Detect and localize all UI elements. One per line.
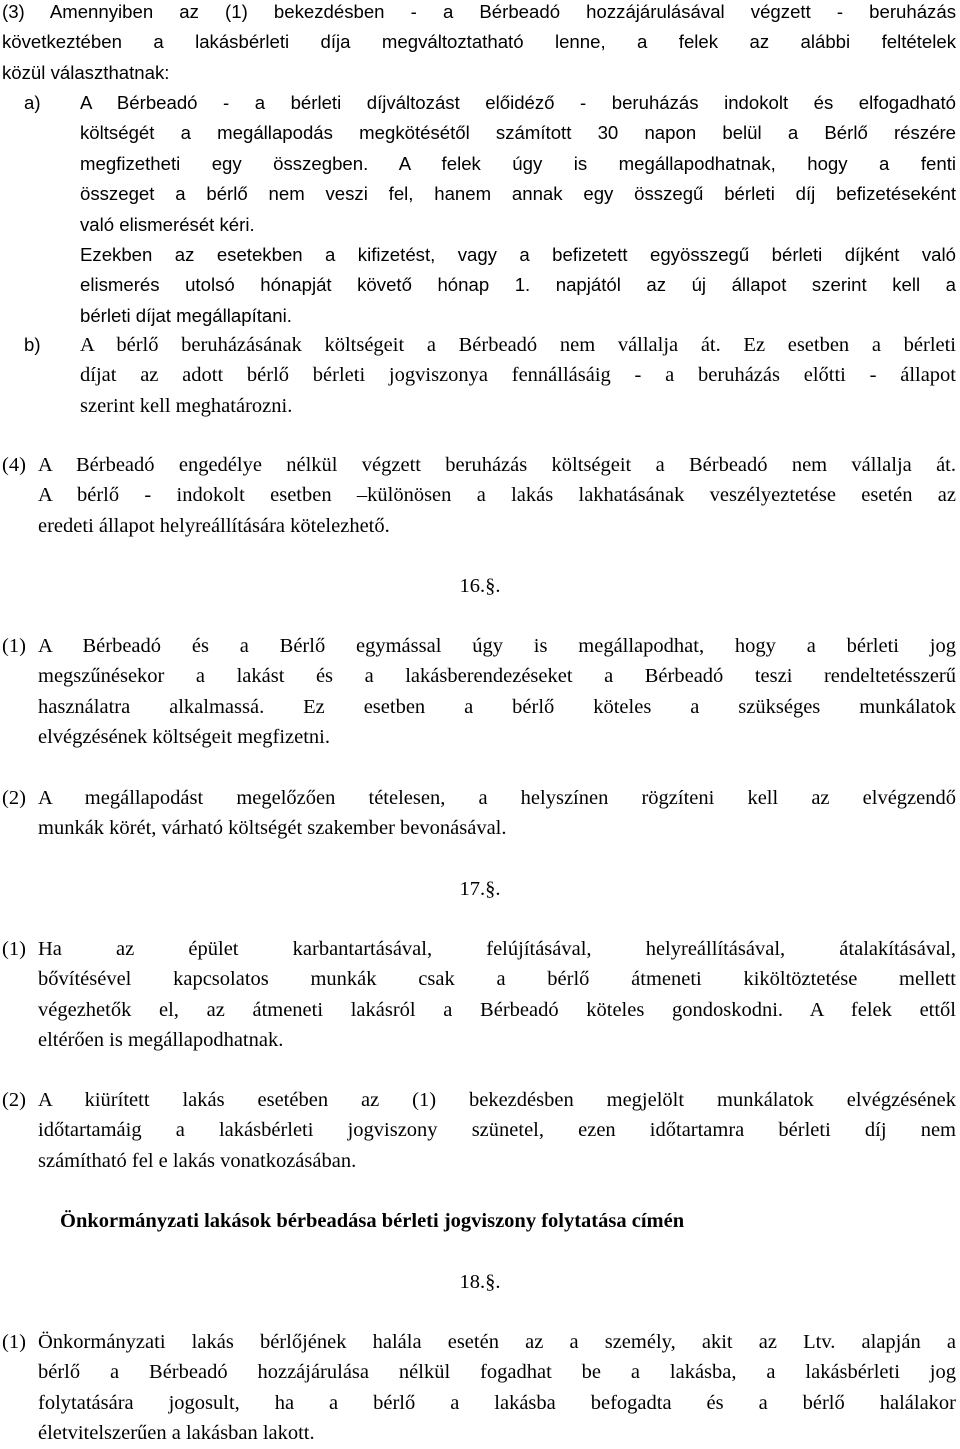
text-line: eredeti állapot helyreállítására kötelezhető.	[38, 514, 390, 537]
item-b-label: b)	[24, 334, 41, 355]
text-line: munkák körét, várható költségét szakember bevonásával.	[38, 817, 507, 840]
text-line: időtartamáig a lakásbérleti jogviszony szünetel, ezen időtartamra bérleti díj nem	[38, 1119, 956, 1142]
text-line: A megállapodást megelőzően tételesen, a helyszínen rögzíteni kell az elvégzendő	[38, 787, 956, 809]
text-line: A Bérbeadó - a bérleti díjváltozást előidéző - beruházás indokolt és elfogadható	[80, 92, 956, 113]
item-a-label: a)	[24, 92, 41, 113]
section-16-p2-text	[38, 783, 956, 844]
text-line: díjat az adott bérlő bérleti jogviszonya fennállásáig - a beruházás előtti - állapot	[80, 364, 956, 387]
text-line: folytatására jogosult, ha a bérlő a lakásba befogadta és a bérlő halálakor	[38, 1391, 956, 1414]
section-18-p1-label: (1)	[2, 1331, 26, 1353]
text-line: A bérlő - indokolt esetben –különösen a lakás lakhatásának veszélyeztetése esetén az	[38, 484, 956, 507]
section-16-p1-text	[38, 631, 956, 753]
text-line: végezhetők el, az átmeneti lakásról a Bérbeadó köteles gondoskodni. A felek ettől	[38, 998, 956, 1021]
section-17-p1-label: (1)	[2, 938, 26, 960]
text-line: összeget a bérlő nem veszi fel, hanem annak egy összegű bérleti díj befizetéseként	[80, 183, 956, 205]
section-subtitle: Önkormányzati lakások bérbeadása bérleti jogviszony folytatása címén	[60, 1210, 685, 1232]
text-line: számítható fel e lakás vonatkozásában.	[38, 1149, 357, 1172]
text-line: bérlő a Bérbeadó hozzájárulása nélkül fogadhat be a lakásba, a lakásbérleti jog	[38, 1361, 956, 1384]
text-line: eltérően is megállapodhatnak.	[38, 1029, 284, 1052]
section-17-p2-text	[38, 1085, 956, 1176]
section-16-p2-label: (2)	[2, 787, 26, 809]
text-line: közül választhatnak:	[2, 61, 170, 83]
section-17-p2-label: (2)	[2, 1089, 26, 1111]
paragraph-4-text	[2, 450, 956, 541]
text-line: szerint kell meghatározni.	[80, 394, 293, 417]
item-b-text	[80, 330, 956, 421]
text-line: A Bérbeadó és a Bérlő egymással úgy is megállapodhat, hogy a bérleti jog	[38, 635, 956, 657]
text-line: következtében a lakásbérleti díja megváltoztatható lenne, a felek az alábbi feltételek	[2, 31, 956, 53]
section-18-p1-text	[38, 1327, 956, 1449]
paragraph-3-intro	[2, 0, 956, 88]
paragraph-4-label: (4)	[2, 454, 26, 476]
text-line: való elismerését kéri.	[80, 213, 255, 235]
text-line: megszűnésekor a lakást és a lakásberendezéseket a Bérbeadó teszi rendeltetésszerű	[38, 665, 956, 688]
text-line: Ha az épület karbantartásával, felújításával, helyreállításával, átalakításával,	[38, 938, 956, 960]
text-line: elvégzésének költségeit megfizetni.	[38, 726, 331, 749]
text-line: életvitelszerűen a lakásban lakott.	[38, 1422, 315, 1445]
text-line: Önkormányzati lakás bérlőjének halála esetén az a személy, akit az Ltv. alapján a	[38, 1331, 956, 1353]
section-18-heading: 18.§.	[459, 1271, 501, 1293]
text-line: bérleti díjat megállapítani.	[80, 304, 292, 326]
text-line: A bérlő beruházásának költségeit a Bérbeadó nem vállalja át. Ez esetben a bérleti	[80, 334, 956, 356]
section-16-heading: 16.§.	[459, 575, 501, 597]
text-line: A Bérbeadó engedélye nélkül végzett beruházás költségeit a Bérbeadó nem vállalja át.	[38, 454, 956, 476]
text-line: használatra alkalmassá. Ez esetben a bérlő köteles a szükséges munkálatok	[38, 695, 956, 718]
text-line: bővítésével kapcsolatos munkák csak a bérlő átmeneti kiköltöztetése mellett	[38, 968, 956, 991]
section-17-heading: 17.§.	[459, 878, 501, 900]
text-line: Ezekben az esetekben a kifizetést, vagy a befizetett egyösszegű bérleti díjként való	[80, 244, 956, 266]
text-line: A kiürített lakás esetében az (1) bekezdésben megjelölt munkálatok elvégzésének	[38, 1089, 956, 1111]
section-17-p1-text	[38, 934, 956, 1056]
text-line: (3) Amennyiben az (1) bekezdésben - a Bérbeadó hozzájárulásával végzett - beruházás	[2, 1, 956, 22]
item-a-text	[80, 88, 956, 331]
text-line: elismerés utolsó hónapját követő hónap 1. napjától az új állapot szerint kell a	[80, 274, 956, 296]
text-line: költségét a megállapodás megkötésétől számított 30 napon belül a Bérlő részére	[80, 122, 956, 144]
section-16-p1-label: (1)	[2, 635, 26, 657]
text-line: megfizetheti egy összegben. A felek úgy is megállapodhatnak, hogy a fenti	[80, 152, 956, 174]
